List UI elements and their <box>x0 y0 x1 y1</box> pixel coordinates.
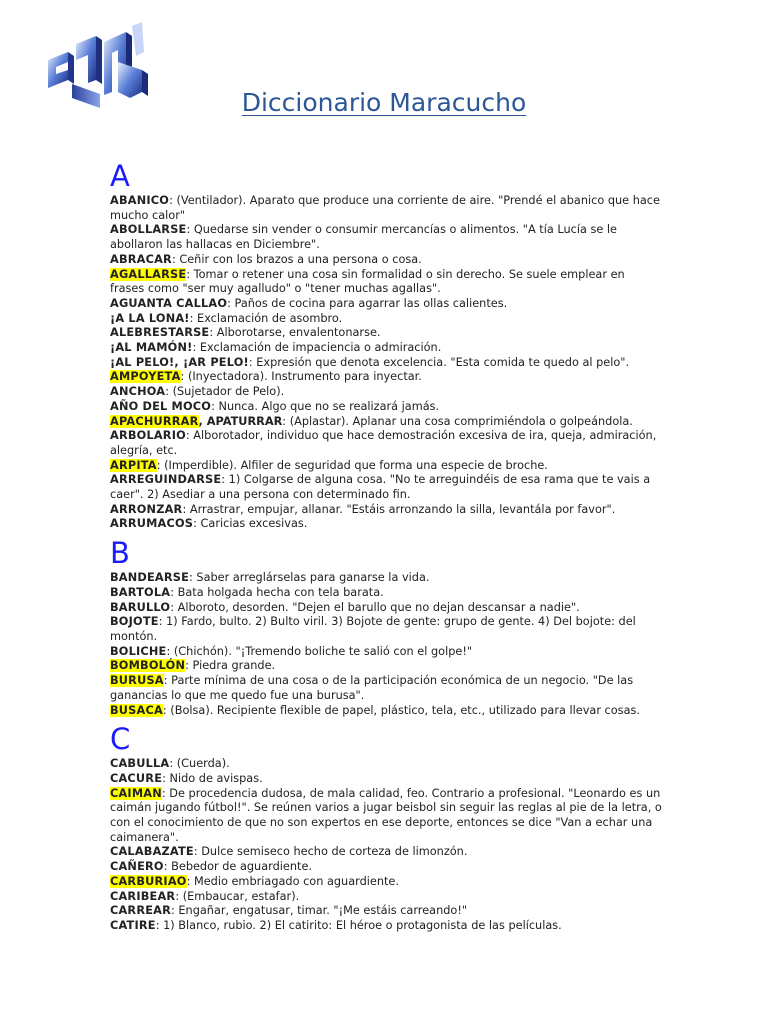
dictionary-entry <box>110 772 662 787</box>
entry-term: CALABAZATE <box>110 845 194 859</box>
entry-definition: : 1) Colgarse de alguna cosa. "No te arreguindéis de esa rama que te vais a caer". 2) Asediar a una persona con determinado fin. <box>110 473 651 502</box>
entry-term: CARBURIAO <box>110 874 187 888</box>
entry-term: BOLICHE <box>110 644 167 658</box>
dictionary-entry <box>110 356 662 371</box>
entry-term: BARULLO <box>110 600 171 614</box>
entry-definition: : (Embaucar, estafar). <box>175 889 300 903</box>
entry-definition: : 1) Blanco, rubio. 2) El catirito: El héroe o protagonista de las películas. <box>155 918 562 932</box>
section-letter-heading: A <box>110 159 130 193</box>
dictionary-entry <box>110 459 662 474</box>
entry-term: ANCHOA <box>110 385 166 399</box>
entry-definition: : 1) Fardo, bulto. 2) Bulto viril. 3) Bojote de gente: grupo de gente. 4) Del bojote: del montón. <box>110 615 636 643</box>
entry-definition: : Expresión que denota excelencia. "Esta comida te quedo al pelo". <box>248 355 630 369</box>
entry-term: BOMBOLÓN <box>110 659 186 673</box>
entry-definition: : De procedencia dudosa, de mala calidad, feo. Contrario a profesional. "Leonardo es un caimán jugando fútbol!". Se reúnen varios a jugar beisbol sin seguir las reglas al pie de la letra, o con el conocimiento de que no son expertos en ese deporte, entonces se dice "Van a echar una caimanera". <box>110 786 662 844</box>
entry-definition: : Ceñir con los brazos a una persona o cosa. <box>171 252 422 266</box>
entry-term-variant: , APATURRAR <box>198 414 283 428</box>
entry-definition: : Nido de avispas. <box>162 771 263 785</box>
entry-definition: : (Imperdible). Alfiler de seguridad que forma una especie de broche. <box>156 458 548 472</box>
dictionary-entry <box>110 268 662 297</box>
dictionary-entry <box>110 571 662 586</box>
entry-definition: : Alborotarse, envalentonarse. <box>209 326 381 340</box>
entry-term: ¡AL PELO!, ¡AR PELO! <box>110 355 249 369</box>
entry-definition: : Exclamación de impaciencia o admiración. <box>192 341 442 355</box>
entry-term: ARPITA <box>110 458 157 472</box>
entry-term: BOJOTE <box>110 615 159 629</box>
entry-definition: : (Aplastar). Aplanar una cosa comprimiéndola o golpeándola. <box>282 414 633 428</box>
dictionary-entry <box>110 312 662 327</box>
entry-definition: : Bata holgada hecha con tela barata. <box>170 585 384 599</box>
dictionary-entry <box>110 503 662 518</box>
dictionary-entry <box>110 645 662 660</box>
entry-definition: : (Sujetador de Pelo). <box>165 385 285 399</box>
dictionary-entry <box>110 415 662 430</box>
dictionary-entry <box>110 400 662 415</box>
dictionary-entry <box>110 674 662 703</box>
dictionary-entry <box>110 385 662 400</box>
dictionary-entry <box>110 757 662 772</box>
entry-definition: : Tomar o retener una cosa sin formalidad o sin derecho. Se suele emplear en frases como "ser muy agalludo" o "tener muchas agallas". <box>110 267 625 296</box>
entry-definition: : Bebedor de aguardiente. <box>163 860 312 874</box>
entry-definition: : Nunca. Algo que no se realizará jamás. <box>211 399 440 413</box>
dictionary-entry <box>110 845 662 860</box>
entry-term: BURUSA <box>110 674 164 688</box>
dictionary-entry <box>110 601 662 616</box>
entry-term: CACURE <box>110 771 163 785</box>
entry-term: ARRUMACOS <box>110 517 194 531</box>
entry-definition: : Exclamación de asombro. <box>189 311 343 325</box>
entry-definition: : Paños de cocina para agarrar las ollas calientes. <box>227 296 508 310</box>
dictionary-entry <box>110 297 662 312</box>
entry-definition: : Medio embriagado con aguardiente. <box>186 874 399 888</box>
entry-term: APACHURRAR <box>110 414 199 428</box>
dictionary-entry <box>110 223 662 252</box>
entry-term: ALEBRESTARSE <box>110 326 210 340</box>
entry-term: AGALLARSE <box>110 267 187 281</box>
entry-definition: : (Chichón). "¡Tremendo boliche te salió con el golpe!" <box>166 644 473 658</box>
dictionary-entry <box>110 890 662 905</box>
entry-term: AMPOYETA <box>110 370 181 384</box>
entry-term: ¡AL MAMÓN! <box>110 341 193 355</box>
dictionary-entry <box>110 517 662 532</box>
entry-definition: : Dulce semiseco hecho de corteza de limonzón. <box>193 845 468 859</box>
entry-term: AGUANTA CALLAO <box>110 296 228 310</box>
entry-term: CATIRE <box>110 918 156 932</box>
dictionary-entry <box>110 615 662 644</box>
dictionary-entry <box>110 787 662 846</box>
dictionary-entry <box>110 473 662 502</box>
entry-term: BANDEARSE <box>110 571 189 585</box>
entry-definition: : (Cuerda). <box>169 757 230 771</box>
dictionary-entry <box>110 586 662 601</box>
entry-term: ABOLLARSE <box>110 223 187 237</box>
section-a <box>110 158 662 532</box>
entry-definition: : (Bolsa). Recipiente flexible de papel, plástico, tela, etc., utilizado para llevar cosas. <box>162 703 640 717</box>
page-title[interactable]: Diccionario Maracucho <box>241 88 527 117</box>
dictionary-entry <box>110 704 662 719</box>
section-letter-heading: C <box>110 722 131 757</box>
dictionary-entry <box>110 253 662 268</box>
entry-term: ABANICO <box>110 194 170 207</box>
entry-term: BUSACA <box>110 703 163 717</box>
entry-definition: : (Inyectadora). Instrumento para inyectar. <box>180 370 422 384</box>
entry-definition: : Alborotador, individuo que hace demostración excesiva de ira, queja, admiración, alegría, etc. <box>110 429 657 457</box>
entry-term: ARBOLARIO <box>110 429 186 443</box>
dictionary-entry <box>110 875 662 890</box>
entry-term: ARREGUINDARSE <box>110 473 222 487</box>
entry-term: AÑO DEL MOCO <box>110 399 212 413</box>
entry-definition: : Quedarse sin vender o consumir mercancías o alimentos. "A tía Lucía se le abollaron las hallacas en Diciembre". <box>110 223 618 252</box>
dictionary-entry <box>110 904 662 919</box>
dictionary-content <box>110 158 662 934</box>
entry-definition: : Parte mínima de una cosa o de la participación económica de un negocio. "De las ganancias lo que me quedo fue una burusa". <box>110 674 634 702</box>
entry-definition: : Caricias excesivas. <box>193 517 308 531</box>
entry-term: BARTOLA <box>110 585 171 599</box>
entry-term: CARREAR <box>110 904 171 918</box>
dictionary-entry <box>110 429 662 458</box>
entry-definition: : (Ventilador). Aparato que produce una corriente de aire. "Prendé el abanico que hace mucho calor" <box>110 194 660 222</box>
dictionary-entry <box>110 370 662 385</box>
entry-term: ABRACAR <box>110 252 172 266</box>
dictionary-entry <box>110 194 662 223</box>
entry-term: CARIBEAR <box>110 889 176 903</box>
entry-term: CABULLA <box>110 757 170 771</box>
dictionary-entry <box>110 326 662 341</box>
section-b <box>110 535 662 718</box>
entry-term: ARRONZAR <box>110 502 183 516</box>
entry-term: CAIMAN <box>110 786 162 800</box>
entry-definition: : Piedra grande. <box>185 659 276 673</box>
section-letter-heading: B <box>110 536 130 571</box>
dictionary-entry <box>110 659 662 674</box>
section-c <box>110 721 662 933</box>
dictionary-entry <box>110 919 662 934</box>
dictionary-entry <box>110 860 662 875</box>
entry-definition: : Arrastrar, empujar, allanar. "Estáis arronzando la silla, levantála por favor". <box>182 502 616 516</box>
entry-definition: : Engañar, engatusar, timar. "¡Me estáis carreando!" <box>171 904 468 918</box>
dictionary-entry <box>110 341 662 356</box>
entry-definition: : Saber arreglárselas para ganarse la vida. <box>189 571 430 585</box>
entry-definition: : Alboroto, desorden. "Dejen el barullo que no dejan descansar a nadie". <box>170 600 580 614</box>
entry-term: ¡A LA LONA! <box>110 311 190 325</box>
entry-term: CAÑERO <box>110 860 164 874</box>
